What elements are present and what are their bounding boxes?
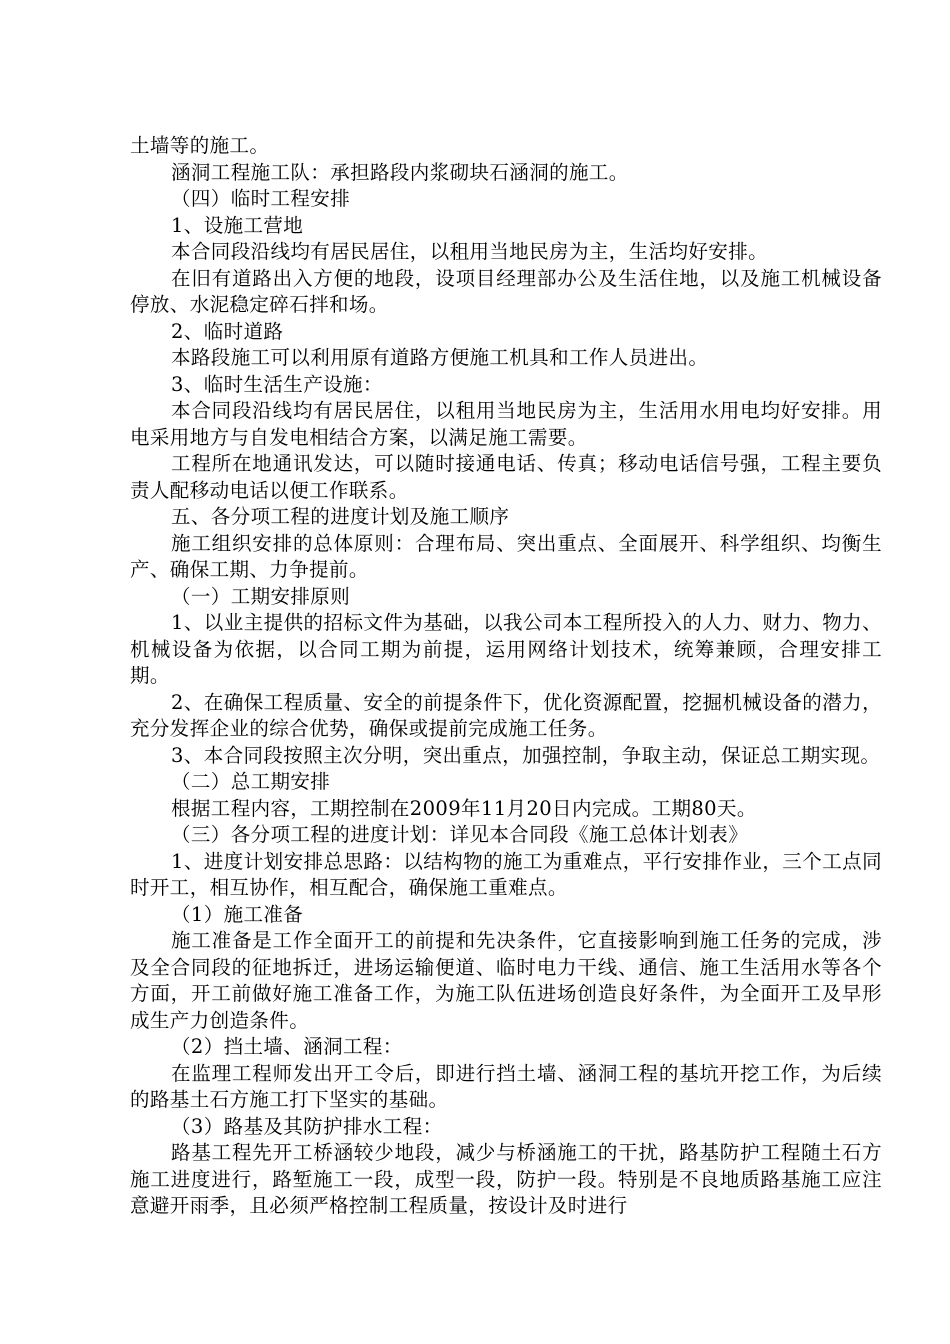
paragraph-20: 1、进度计划安排总思路：以结构物的施工为重难点，平行安排作业，三个工点同时开工，相互协作，相互配合，确保施工重难点。 xyxy=(130,849,882,899)
heading-progress-plan: （三）各分项工程的进度计划：详见本合同段《施工总体计划表》 xyxy=(171,823,749,846)
paragraph-10: 工程所在地通讯发达，可以随时接通电话、传真；移动电话信号强，工程主要负责人配移动电话以便工作联系。 xyxy=(130,452,882,502)
paragraph-12: 施工组织安排的总体原则：合理布局、突出重点、全面展开、科学组织、均衡生产、确保工期、力争提前。 xyxy=(130,531,882,581)
heading-schedule-principles: （一）工期安排原则 xyxy=(171,584,351,608)
paragraph-5: 在旧有道路出入方便的地段，设项目经理部办公及生活住地，以及施工机械设备停放、水泥稳定碎石拌和场。 xyxy=(130,266,882,316)
paragraph-1: 涵洞工程施工队：承担路段内浆砌块石涵洞的施工。 xyxy=(171,160,629,184)
heading-subgrade: （3）路基及其防护排水工程： xyxy=(171,1114,443,1138)
paragraph-7: 本路段施工可以利用原有道路方便施工机具和工作人员进出。 xyxy=(171,346,709,369)
paragraph-8: 3、临时生活生产设施： xyxy=(171,372,383,396)
heading-temporary-works: （四）临时工程安排 xyxy=(171,187,351,210)
paragraph-14: 1、以业主提供的招标文件为基础，以我公司本工程所投入的人力、财力、物力、机械设备为依据，以合同工期为前提，运用网络计划技术，统筹兼顾，合理安排工期。 xyxy=(130,611,882,687)
document-body xyxy=(130,133,882,1220)
paragraph-3: 1、设施工营地 xyxy=(171,213,304,237)
paragraph-16: 3、本合同段按照主次分明，突出重点，加强控制，争取主动，保证总工期实现。 xyxy=(171,743,881,767)
paragraph-6: 2、临时道路 xyxy=(171,319,284,343)
paragraph-15: 2、在确保工程质量、安全的前提条件下，优化资源配置，挖掘机械设备的潜力，充分发挥企业的综合优势，确保或提前完成施工任务。 xyxy=(130,690,882,740)
paragraph-22: 施工准备是工作全面开工的前提和先决条件，它直接影响到施工任务的完成，涉及全合同段的征地拆迁，进场运输便道、临时电力干线、通信、施工生活用水等各个方面，开工前做好施工准备工作，为施工队伍进场创造良好条件，为全面开工及早形成生产力创造条件。 xyxy=(130,929,882,1032)
paragraph-26: 路基工程先开工桥涵较少地段，减少与桥涵施工的干扰，路基防护工程随土石方施工进度进行，路堑施工一段，成型一段，防护一段。特别是不良地质路基施工应注意避开雨季，且必须严格控制工程质量，按设计及时进行 xyxy=(130,1141,882,1217)
heading-preparation: （1）施工准备 xyxy=(171,902,304,926)
paragraph-4: 本合同段沿线均有居民居住，以租用当地民房为主，生活均好安排。 xyxy=(171,240,769,263)
paragraph-9: 本合同段沿线均有居民居住，以租用当地民房为主，生活用水用电均好安排。用电采用地方与自发电相结合方案，以满足施工需要。 xyxy=(130,399,882,449)
paragraph-24: 在监理工程师发出开工令后，即进行挡土墙、涵洞工程的基坑开挖工作，为后续的路基土石方施工打下坚实的基础。 xyxy=(130,1061,882,1111)
paragraph-0: 土墙等的施工。 xyxy=(130,134,270,157)
section-heading-five: 五、各分项工程的进度计划及施工顺序 xyxy=(171,505,510,528)
heading-retaining-wall: （2）挡土墙、涵洞工程： xyxy=(171,1035,403,1058)
paragraph-18: 根据工程内容，工期控制在2009年11月20日内完成。工期80天。 xyxy=(171,796,757,820)
heading-total-schedule: （二）总工期安排 xyxy=(171,770,331,793)
